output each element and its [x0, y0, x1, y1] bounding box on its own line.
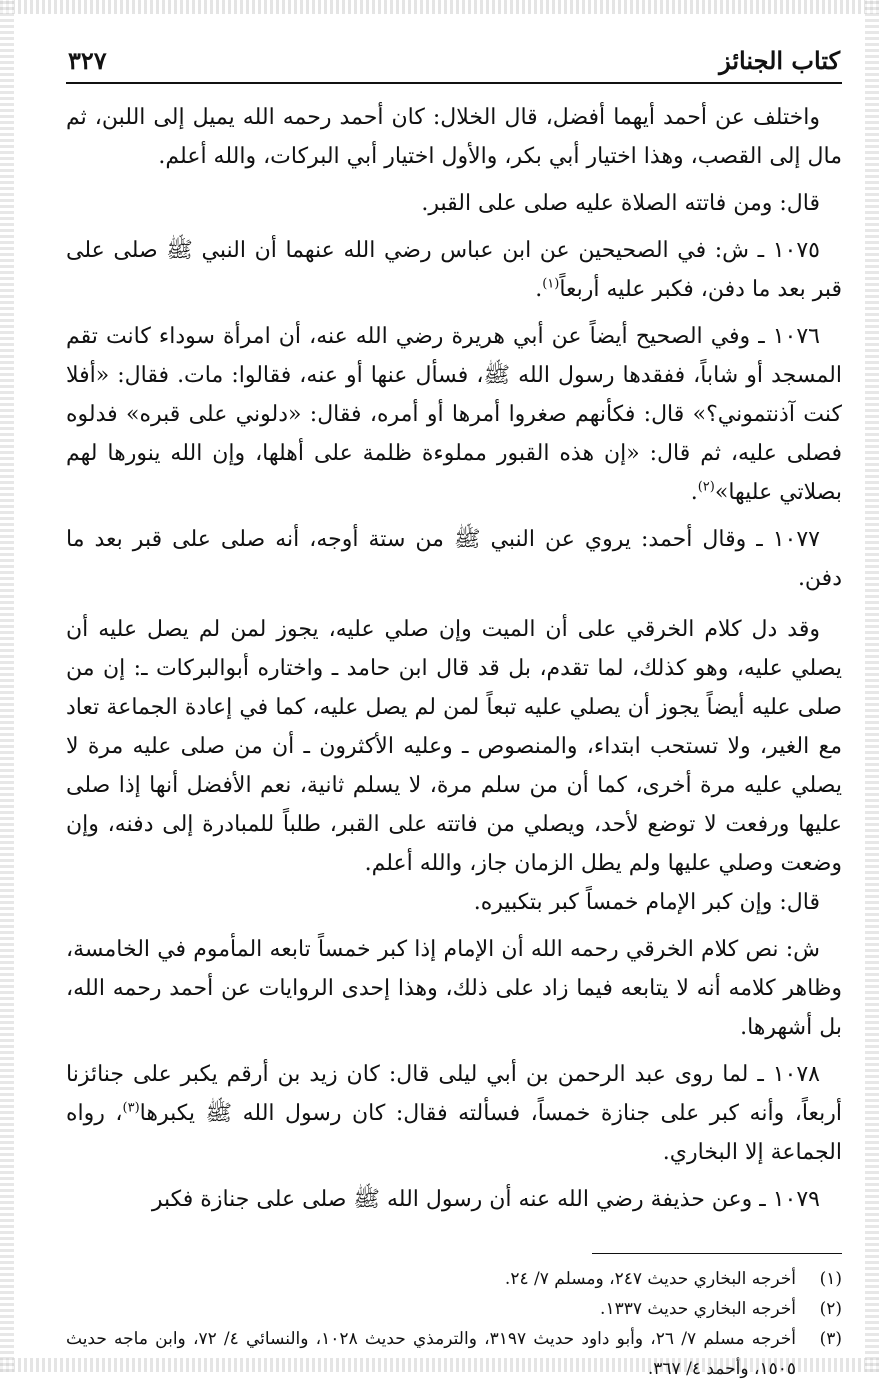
paragraph-text: ١٠٧٨ ـ لما روى عبد الرحمن بن أبي ليلى قال: كان زيد بن أرقم يكبر على جنائزنا أربعاً، وأنه كبر على جنازة خمساً، فسألته فقال: كان رسول الله ﷺ يكبرها [66, 1062, 842, 1126]
paragraph-text: ، رواه الجماعة إلا البخاري. [66, 1101, 842, 1165]
decorative-border-left [0, 0, 14, 1372]
running-title: كتاب الجنائز [719, 46, 840, 75]
footnote-number: (٢) [819, 1299, 842, 1319]
paragraph [66, 1055, 842, 1172]
paragraph: قال: ومن فاتته الصلاة عليه صلى على القبر. [421, 191, 820, 216]
footnote [66, 1294, 842, 1324]
decorative-border-top [0, 0, 879, 14]
footnote [66, 1324, 842, 1384]
footnote-text: أخرجه البخاري حديث ١٣٣٧. [600, 1299, 796, 1319]
footnote-ref[interactable]: (٣) [122, 1100, 140, 1116]
decorative-border-right [865, 0, 879, 1372]
main-text [66, 98, 842, 1219]
paragraph-text: ١٠٧٥ ـ ش: في الصحيحين عن ابن عباس رضي الله عنهما أن النبي ﷺ صلى على قبر بعد ما دفن، فكبر عليه أربعاً [66, 238, 842, 302]
footnote-number: (٣) [819, 1329, 842, 1349]
paragraph [66, 317, 842, 512]
paragraph: ش: نص كلام الخرقي رحمه الله أن الإمام إذا كبر خمساً تابعه المأموم في الخامسة، وظاهر كلامه أنه لا يتابعه فيما زاد على ذلك، وهذا إحدى الروايات عن أحمد رحمه الله، بل أشهرها. [66, 937, 842, 1040]
paragraph: واختلف عن أحمد أيهما أفضل، قال الخلال: كان أحمد رحمه الله يميل إلى اللبن، ثم مال إلى القصب، وهذا اختيار أبي بكر، والأول اختيار أبي البركات، والله أعلم. [66, 105, 842, 169]
footnote-ref[interactable]: (١) [542, 276, 560, 292]
footnote [66, 1264, 842, 1294]
footnote-ref[interactable]: (٢) [697, 479, 715, 495]
paragraph [66, 231, 842, 309]
paragraph: ١٠٧٧ ـ وقال أحمد: يروي عن النبي ﷺ من ستة أوجه، أنه صلى على قبر بعد ما دفن. [66, 527, 842, 591]
punctuation: . [535, 277, 543, 302]
paragraph: قال: وإن كبر الإمام خمساً كبر بتكبيره. [473, 890, 820, 915]
paragraph: ١٠٧٩ ـ وعن حذيفة رضي الله عنه أن رسول الله ﷺ صلى على جنازة فكبر [151, 1187, 820, 1212]
footnote-number: (١) [819, 1269, 842, 1289]
paragraph-text: ١٠٧٦ ـ وفي الصحيح أيضاً عن أبي هريرة رضي الله عنه، أن امرأة سوداء كانت تقم المسجد أو شاباً، ففقدها رسول الله ﷺ، فسأل عنها أو عنه، فقالوا: مات. فقال: «أفلا كنت آذنتموني؟» قال: فكأنهم صغروا أمرها أو أمره، فقال: «دلوني على قبره» فدلوه فصلى عليه، ثم قال: «إن هذه القبور مملوءة ظلمة على أهلها، وإن الله ينورها لهم بصلاتي عليها» [66, 324, 842, 505]
book-page [66, 40, 842, 1384]
punctuation: . [690, 480, 698, 505]
footnote-text: أخرجه البخاري حديث ٢٤٧، ومسلم ٧/ ٢٤. [504, 1269, 796, 1289]
page-number: ٣٢٧ [68, 46, 107, 75]
footnote-text: أخرجه مسلم ٧/ ٢٦، وأبو داود حديث ٣١٩٧، والترمذي حديث ١٠٢٨، والنسائي ٤/ ٧٢، وابن ماجه حديث ١٥٠٥، وأحمد ٤/ ٣٦٧. [66, 1329, 796, 1379]
paragraph: وقد دل كلام الخرقي على أن الميت وإن صلي عليه، يجوز لمن لم يصل عليه أن يصلي عليه، وهو كذلك، لما تقدم، بل قد قال ابن حامد ـ واختاره أبوالبركات ـ: إن من صلى عليه أيضاً يجوز أن يصلي عليه تبعاً لمن لم يصل عليه، كما في إعادة الجماعة تعاد مع الغير، ولا تستحب ابتداء، والمنصوص ـ وعليه الأكثرون ـ أن من صلى عليه مرة لا يصلي عليه مرة أخرى، كما أن من سلم مرة، لا يسلم ثانية، نعم الأفضل أنها إذا صلى عليها ورفعت لا توضع لأحد، ويصلي من فاتته على القبر، طلباً للمبادرة إلى دفنه، وإن وضعت وصلي عليها ولم يطل الزمان جاز، والله أعلم. [66, 617, 842, 876]
footnotes [66, 1264, 842, 1384]
page-header [66, 40, 842, 84]
footnote-divider [592, 1253, 842, 1254]
